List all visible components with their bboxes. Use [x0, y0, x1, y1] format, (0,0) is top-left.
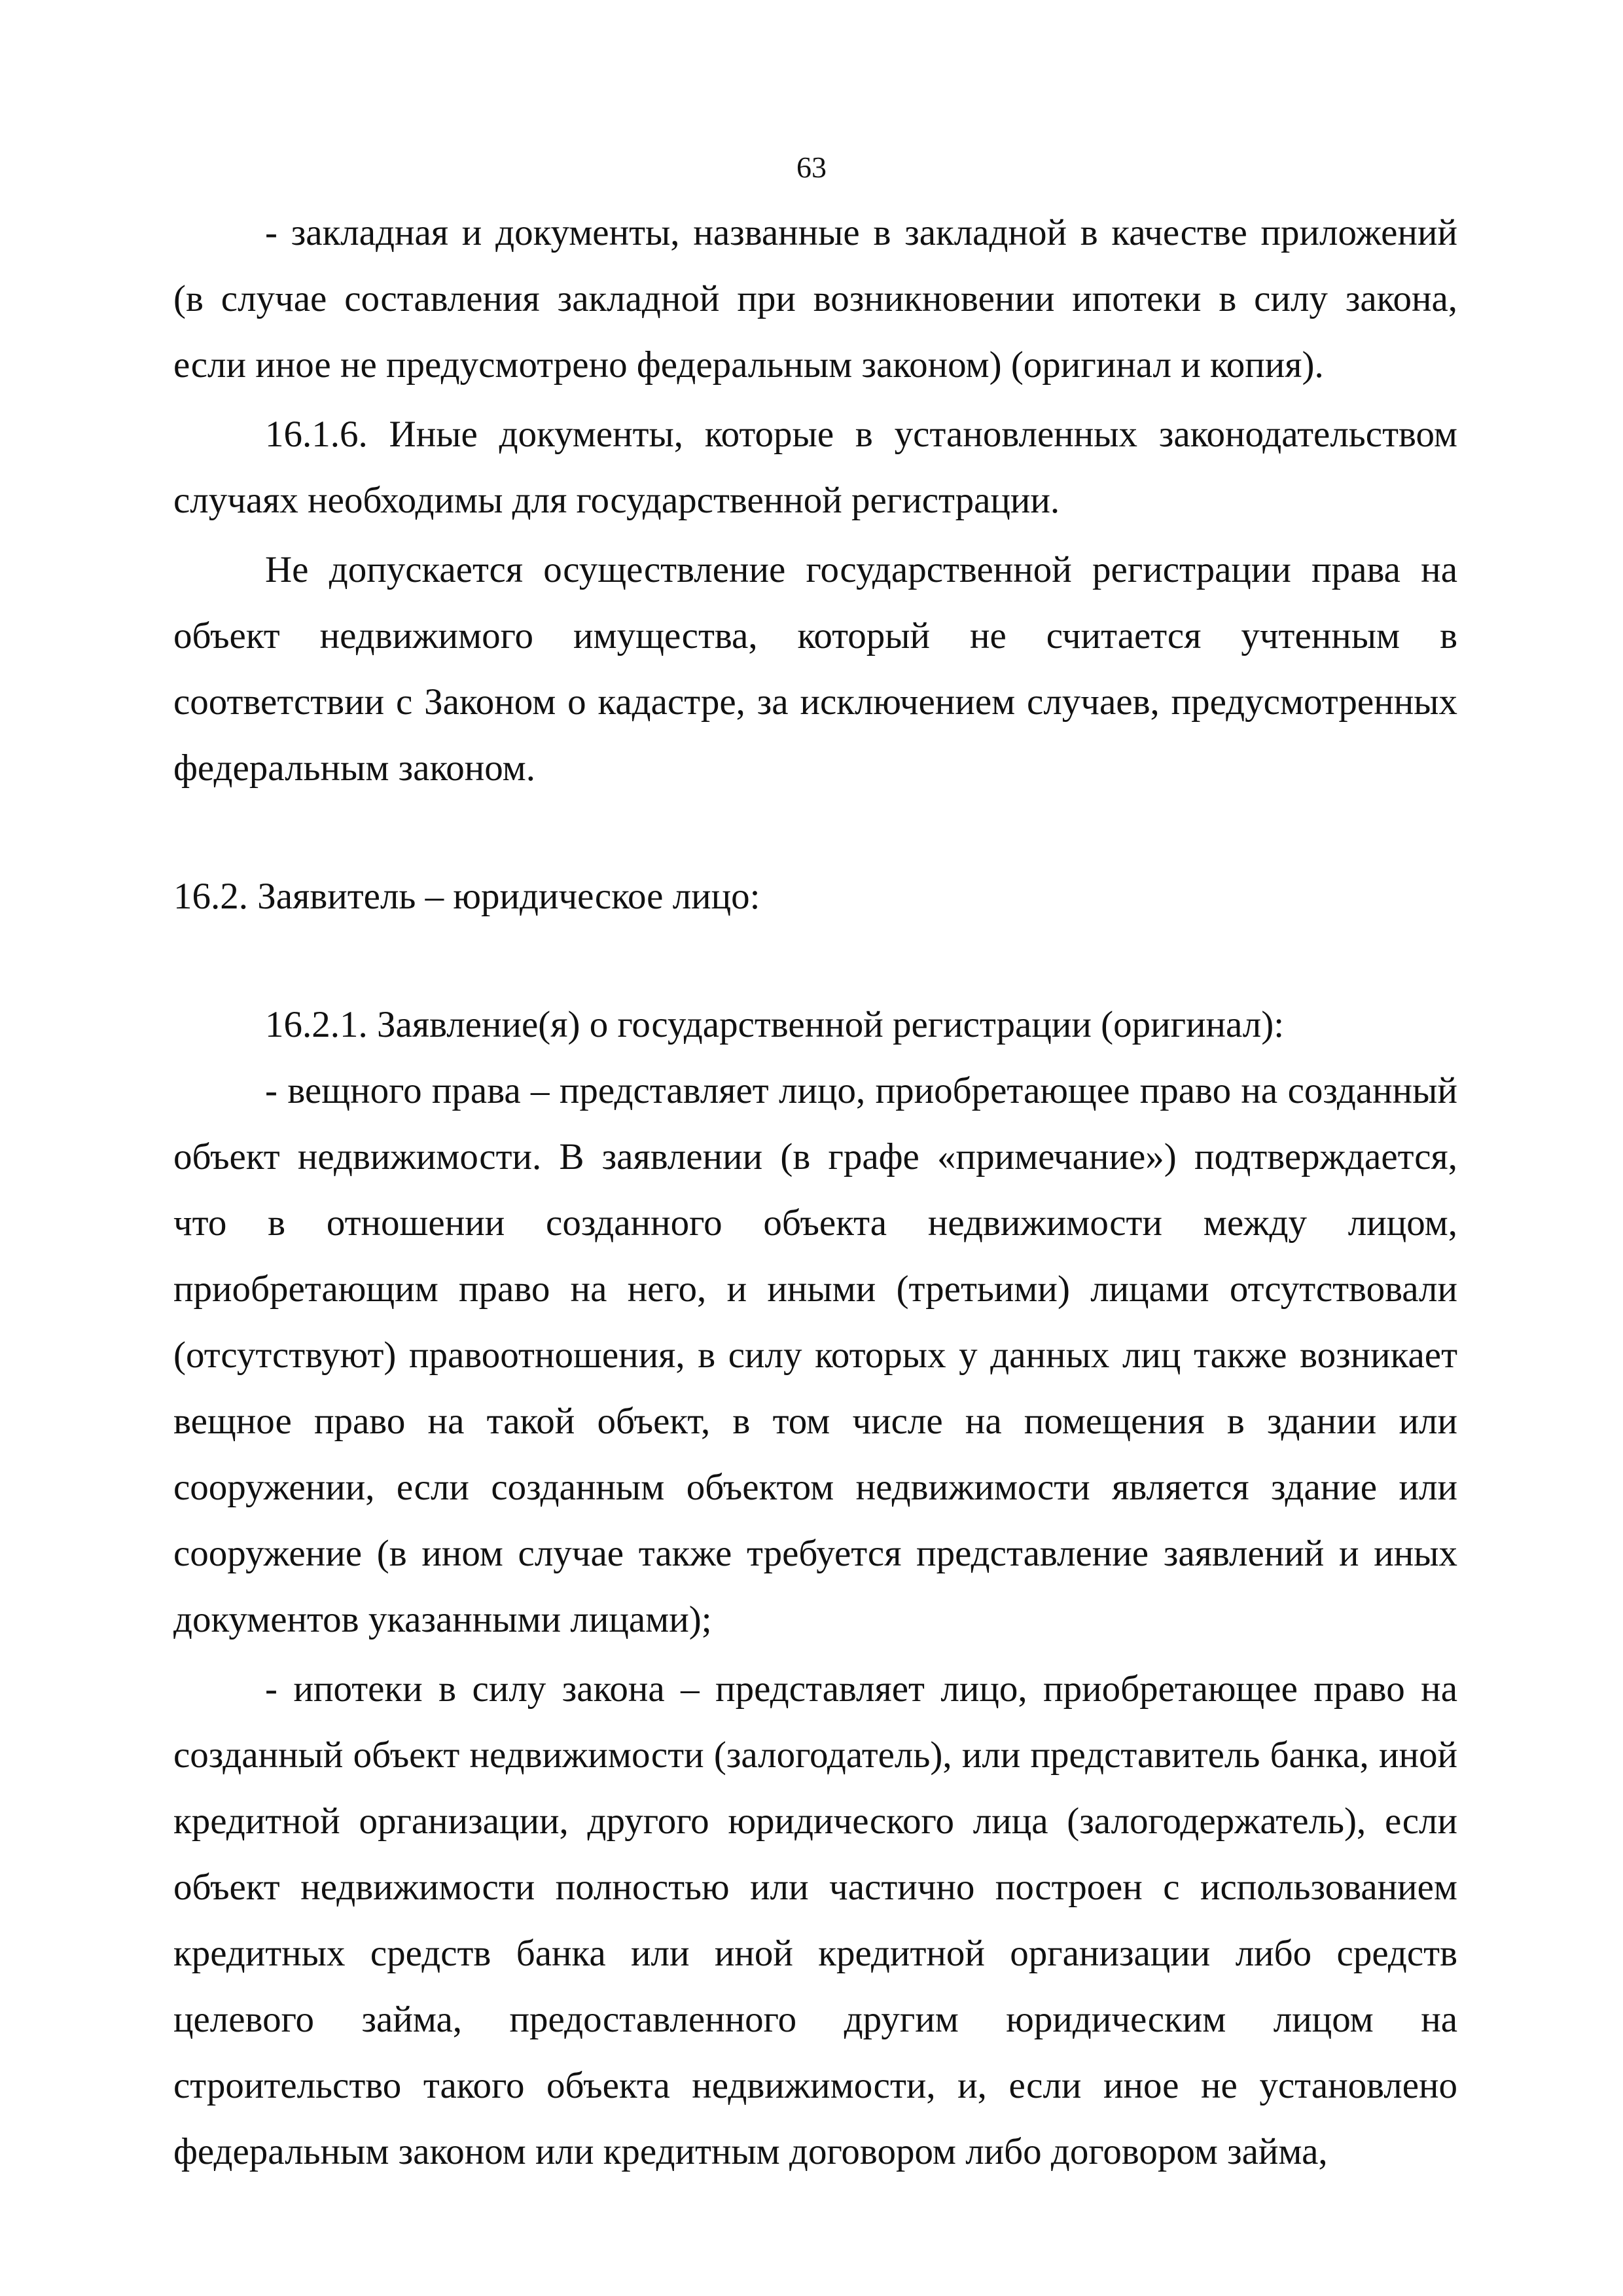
- paragraph-mortgage-deed: - закладная и документы, названные в закладной в качестве приложений (в случае составления закладной при возникновении ипотеки в силу закона, если иное не предусмотрено федеральным законом) (оригинал и копия).: [173, 212, 1457, 386]
- page-number: 63: [796, 151, 827, 184]
- document-body: [173, 200, 1457, 2185]
- paragraph-16-1-6: 16.1.6. Иные документы, которые в установленных законодательством случаях необходимы для государственной регистрации.: [173, 414, 1457, 521]
- paragraph-16-2-1: 16.2.1. Заявление(я) о государственной регистрации (оригинал):: [265, 1004, 1285, 1045]
- paragraph-mortgage-by-law: - ипотеки в силу закона – представляет лицо, приобретающее право на созданный объект недвижимости (залогодатель), или представитель банка, иной кредитной организации, другого юридического лица (залогодержатель), если объект недвижимости полностью или частично построен с использованием кредитных средств банка или иной кредитной организации либо средств целевого займа, предоставленного другим юридическим лицом на строительство такого объекта недвижимости, и, если иное не установлено федеральным законом или кредитным договором либо договором займа,: [173, 1668, 1457, 2172]
- paragraph-real-right: - вещного права – представляет лицо, приобретающее право на созданный объект недвижимости. В заявлении (в графе «примечание») подтверждается, что в отношении созданного объекта недвижимости между лицом, приобретающим право на него, и иными (третьими) лицами отсутствовали (отсутствуют) правоотношения, в силу которых у данных лиц также возникает вещное право на такой объект, в том числе на помещения в здании или сооружении, если созданным объектом недвижимости является здание или сооружение (в ином случае также требуется представление заявлений и иных документов указанными лицами);: [173, 1070, 1457, 1640]
- paragraph-registration-restriction: Не допускается осуществление государственной регистрации права на объект недвижимого имущества, который не считается учтенным в соответствии с Законом о кадастре, за исключением случаев, предусмотренных федеральным законом.: [173, 549, 1457, 789]
- section-heading-16-2: 16.2. Заявитель – юридическое лицо:: [173, 876, 760, 917]
